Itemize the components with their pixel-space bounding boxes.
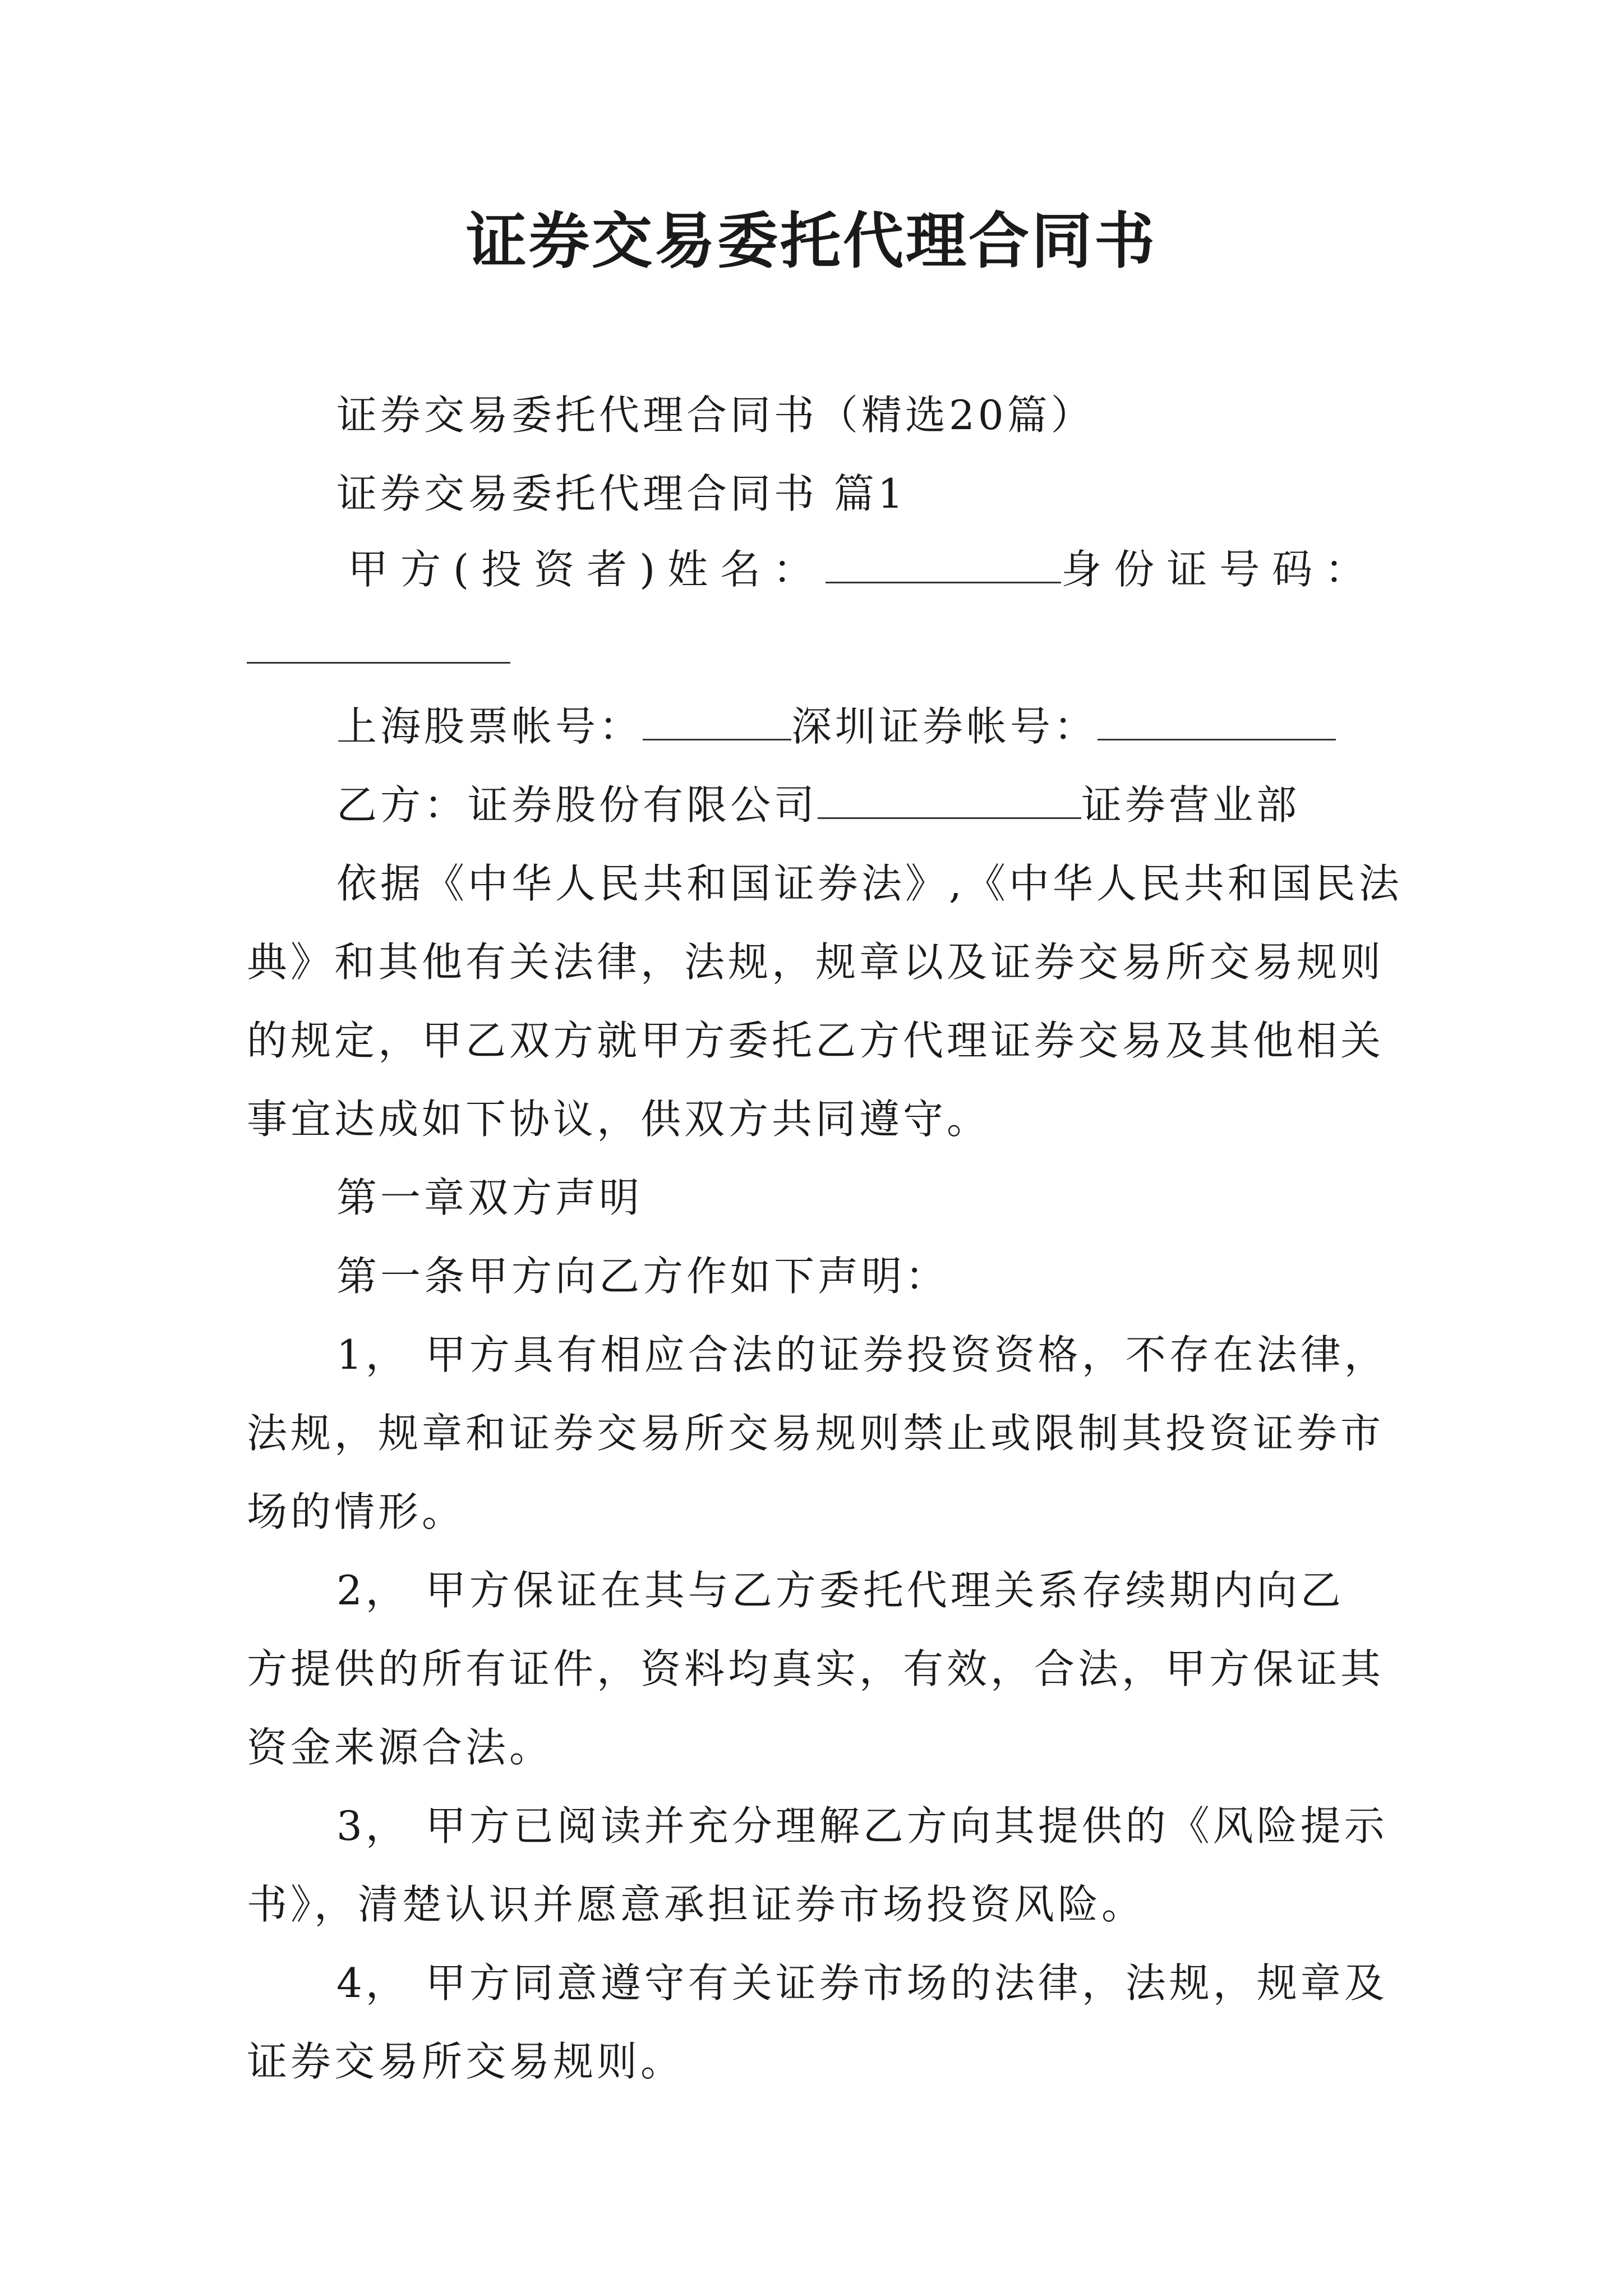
party-b-label: 乙方：证券股份有限公司	[336, 781, 818, 829]
item-2-line: 2， 甲方保证在其与乙方委托代理关系存续期内向乙	[336, 1567, 1344, 1614]
item-1-line: 场的情形。	[247, 1488, 466, 1535]
chapter-heading: 第一章双方声明	[336, 1174, 643, 1221]
preamble-line: 典》和其他有关法律，法规，规章以及证券交易所交易规则	[247, 938, 1385, 986]
party-a-id-label: 身份证号码：	[1061, 546, 1378, 593]
shanghai-account-label: 上海股票帐号：	[336, 703, 643, 750]
party-a-name-blank[interactable]	[826, 542, 1061, 583]
item-2-line: 资金来源合法。	[247, 1724, 554, 1771]
item-3-line: 书》，清楚认识并愿意承担证券市场投资风险。	[247, 1881, 1146, 1928]
accounts-line	[336, 698, 1481, 754]
preamble-line: 的规定，甲乙双方就甲方委托乙方代理证券交易及其他相关	[247, 1017, 1385, 1064]
item-4-line: 证券交易所交易规则。	[247, 2038, 685, 2085]
party-a-id-blank[interactable]	[247, 662, 510, 664]
document-title: 证券交易委托代理合同书	[465, 206, 1157, 277]
article-heading: 第一条甲方向乙方作如下声明：	[336, 1253, 949, 1300]
shenzhen-account-blank[interactable]	[1098, 700, 1336, 740]
party-b-branch-blank[interactable]	[818, 778, 1081, 819]
item-4-line: 4， 甲方同意遵守有关证券市场的法律，法规，规章及	[336, 1959, 1388, 2007]
item-1-line: 1， 甲方具有相应合法的证券投资资格，不存在法律，	[336, 1331, 1388, 1378]
preamble-line: 依据《中华人民共和国证券法》,《中华人民共和国民法	[336, 860, 1403, 907]
party-b-line	[336, 777, 1481, 833]
party-a-line	[348, 541, 1492, 597]
party-a-name-label: 甲方(投资者)姓名：	[348, 546, 826, 593]
item-1-line: 法规，规章和证券交易所交易规则禁止或限制其投资证券市	[247, 1410, 1385, 1457]
shanghai-account-blank[interactable]	[643, 700, 791, 740]
section-heading: 证券交易委托代理合同书 篇1	[336, 470, 907, 517]
subtitle: 证券交易委托代理合同书（精选20篇）	[336, 392, 1095, 439]
party-b-suffix: 证券营业部	[1081, 781, 1301, 829]
item-2-line: 方提供的所有证件，资料均真实，有效，合法，甲方保证其	[247, 1645, 1385, 1692]
preamble-line: 事宜达成如下协议，供双方共同遵守。	[247, 1096, 991, 1143]
item-3-line: 3， 甲方已阅读并充分理解乙方向其提供的《风险提示	[336, 1802, 1388, 1849]
shenzhen-account-label: 深圳证券帐号：	[791, 703, 1098, 750]
